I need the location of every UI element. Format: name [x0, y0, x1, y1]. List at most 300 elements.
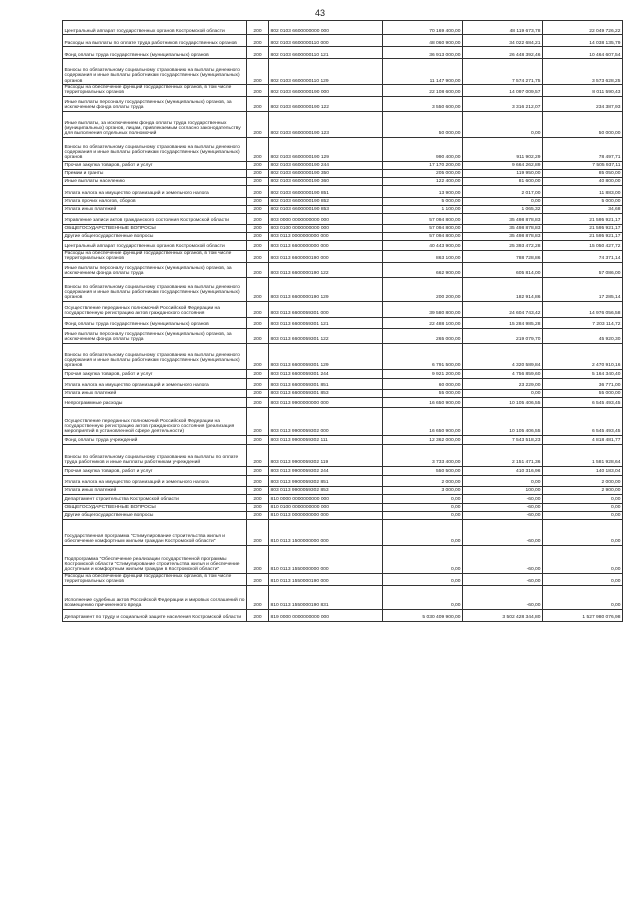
- row-approved-amount: 662 900,00: [383, 262, 463, 277]
- row-line-code: 200: [247, 317, 269, 328]
- table-row: [63, 573, 623, 585]
- row-unexecuted-amount: 78 497,71: [543, 137, 623, 161]
- budget-execution-table: [62, 20, 623, 622]
- table-row: [63, 47, 623, 59]
- row-approved-amount: 0,00: [383, 511, 463, 519]
- row-approved-amount: 39 580 800,00: [383, 301, 463, 317]
- row-name: Премии и гранты: [63, 169, 247, 177]
- row-approved-amount: 57 094 800,00: [383, 213, 463, 224]
- row-executed-amount: 2 151 471,36: [463, 444, 543, 466]
- row-unexecuted-amount: 0,00: [543, 519, 623, 545]
- row-approved-amount: 550 500,00: [383, 466, 463, 475]
- table-row: [63, 185, 623, 197]
- table-row: [63, 197, 623, 205]
- row-approved-amount: 13 900,00: [383, 185, 463, 197]
- row-executed-amount: 100,00: [463, 486, 543, 494]
- row-budget-code: 810 0000 0000000000 000: [269, 494, 383, 503]
- row-executed-amount: 35 498 878,83: [463, 232, 543, 240]
- row-budget-code: 810 0100 0000000000 000: [269, 503, 383, 511]
- row-executed-amount: 911 902,29: [463, 137, 543, 161]
- row-unexecuted-amount: 5 164 340,40: [543, 369, 623, 378]
- row-line-code: 200: [247, 444, 269, 466]
- row-approved-amount: 205 000,00: [383, 169, 463, 177]
- row-name: ОБЩЕГОСУДАРСТВЕННЫЕ ВОПРОСЫ: [63, 224, 247, 232]
- row-name: Уплата налога на имущество организаций и земельного налога: [63, 185, 247, 197]
- row-approved-amount: 16 650 900,00: [383, 407, 463, 435]
- table-row: [63, 466, 623, 475]
- row-line-code: 200: [247, 397, 269, 407]
- row-budget-code: 803 0113 9900059302 851: [269, 475, 383, 486]
- row-unexecuted-amount: 6 545 493,45: [543, 397, 623, 407]
- row-executed-amount: 15 284 985,28: [463, 317, 543, 328]
- row-name: Уплата иных платежей: [63, 486, 247, 494]
- row-budget-code: 802 0103 6600000190 122: [269, 96, 383, 111]
- row-budget-code: 803 0113 6600059301 853: [269, 389, 383, 397]
- row-name: Взносы по обязательному социальному страхованию на выплаты денежного содержания и иные выплаты работникам государственных (муниципальных) органов: [63, 137, 247, 161]
- row-name: Уплата иных платежей: [63, 205, 247, 213]
- row-line-code: 200: [247, 301, 269, 317]
- row-budget-code: 802 0103 6600000190 129: [269, 137, 383, 161]
- row-executed-amount: -60,00: [463, 573, 543, 585]
- row-budget-code: 819 0000 0000000000 000: [269, 609, 383, 621]
- row-unexecuted-amount: 0,00: [543, 585, 623, 609]
- row-approved-amount: 70 169 400,00: [383, 21, 463, 35]
- row-approved-amount: 2 000,00: [383, 475, 463, 486]
- row-unexecuted-amount: 2 000,00: [543, 475, 623, 486]
- row-name: Уплата налога на имущество организаций и земельного налога: [63, 378, 247, 389]
- row-executed-amount: 0,00: [463, 197, 543, 205]
- row-line-code: 200: [247, 389, 269, 397]
- row-unexecuted-amount: 3 573 628,25: [543, 59, 623, 85]
- row-approved-amount: 0,00: [383, 573, 463, 585]
- row-budget-code: 802 0103 6600000190 360: [269, 177, 383, 185]
- row-approved-amount: 200 200,00: [383, 277, 463, 301]
- row-executed-amount: 7 574 271,75: [463, 59, 543, 85]
- row-line-code: 200: [247, 85, 269, 97]
- row-executed-amount: 0,00: [463, 475, 543, 486]
- row-budget-code: 803 0113 6600059301 851: [269, 378, 383, 389]
- table-row: [63, 475, 623, 486]
- row-executed-amount: 25 393 472,28: [463, 240, 543, 250]
- row-budget-code: 803 0113 6600059301 129: [269, 343, 383, 369]
- row-unexecuted-amount: 15 050 427,72: [543, 240, 623, 250]
- row-name: Уплата налога на имущество организаций и земельного налога: [63, 475, 247, 486]
- row-approved-amount: 5 000,00: [383, 197, 463, 205]
- row-unexecuted-amount: 0,00: [543, 573, 623, 585]
- row-approved-amount: 48 060 900,00: [383, 35, 463, 47]
- row-name: Центральный аппарат государственных органов Костромской области: [63, 21, 247, 35]
- row-budget-code: 803 0113 6600000190 122: [269, 262, 383, 277]
- row-executed-amount: 35 498 878,83: [463, 224, 543, 232]
- table-row: [63, 35, 623, 47]
- row-budget-code: 803 0113 6600000000 000: [269, 240, 383, 250]
- row-approved-amount: 57 094 800,00: [383, 232, 463, 240]
- table-row: [63, 137, 623, 161]
- table-row: [63, 169, 623, 177]
- row-approved-amount: 22 108 600,00: [383, 85, 463, 97]
- row-approved-amount: 40 443 900,00: [383, 240, 463, 250]
- row-unexecuted-amount: 85 050,00: [543, 169, 623, 177]
- row-unexecuted-amount: 0,00: [543, 511, 623, 519]
- table-row: [63, 378, 623, 389]
- row-line-code: 200: [247, 494, 269, 503]
- row-line-code: 200: [247, 545, 269, 573]
- row-line-code: 200: [247, 573, 269, 585]
- table-row: [63, 224, 623, 232]
- row-budget-code: 803 0113 9900059302 244: [269, 466, 383, 475]
- row-line-code: 200: [247, 161, 269, 169]
- row-executed-amount: 788 728,86: [463, 250, 543, 262]
- row-executed-amount: 605 814,00: [463, 262, 543, 277]
- row-approved-amount: 3 000,00: [383, 486, 463, 494]
- row-name: Иные выплаты персоналу государственных (муниципальных) органов, за исключением фонда оплаты труда: [63, 328, 247, 343]
- row-name: Иные выплаты населению: [63, 177, 247, 185]
- table-row: [63, 250, 623, 262]
- row-executed-amount: 81 600,00: [463, 177, 543, 185]
- row-unexecuted-amount: 21 595 921,17: [543, 224, 623, 232]
- row-name: Прочая закупка товаров, работ и услуг: [63, 161, 247, 169]
- row-executed-amount: 7 543 518,23: [463, 435, 543, 444]
- table-row: [63, 609, 623, 621]
- row-approved-amount: 57 094 800,00: [383, 224, 463, 232]
- table-row: [63, 389, 623, 397]
- row-executed-amount: 4 320 589,84: [463, 343, 543, 369]
- row-executed-amount: 23 229,00: [463, 378, 543, 389]
- row-name: Взносы по обязательному социальному страхованию на выплаты денежного содержания и иные выплаты работникам государственных (муниципальных) органов: [63, 277, 247, 301]
- row-line-code: 200: [247, 185, 269, 197]
- row-budget-code: 802 0103 6600000110 000: [269, 35, 383, 47]
- row-unexecuted-amount: 0,00: [543, 503, 623, 511]
- table-row: [63, 205, 623, 213]
- table-row: [63, 161, 623, 169]
- row-executed-amount: 3 316 212,07: [463, 96, 543, 111]
- row-executed-amount: -60,00: [463, 494, 543, 503]
- row-approved-amount: 11 147 900,00: [383, 59, 463, 85]
- row-line-code: 200: [247, 277, 269, 301]
- row-approved-amount: 16 650 900,00: [383, 397, 463, 407]
- row-line-code: 200: [247, 262, 269, 277]
- row-name: Осуществление переданных полномочий Российской Федерации на государственную регистрацию актов гражданского состояния (реализация мероприятий в установленной сфере деятельности): [63, 407, 247, 435]
- row-line-code: 200: [247, 378, 269, 389]
- row-name: Департамент по труду и социальной защите населения Костромской области: [63, 609, 247, 621]
- row-line-code: 200: [247, 511, 269, 519]
- row-name: Расходы на обеспечение функций государственных органов, в том числе территориальных органов: [63, 573, 247, 585]
- row-line-code: 200: [247, 369, 269, 378]
- row-line-code: 200: [247, 35, 269, 47]
- row-unexecuted-amount: 14 038 135,79: [543, 35, 623, 47]
- row-executed-amount: 3 502 428 344,80: [463, 609, 543, 621]
- row-line-code: 200: [247, 96, 269, 111]
- row-line-code: 200: [247, 169, 269, 177]
- row-budget-code: 802 0103 6600000190 350: [269, 169, 383, 177]
- row-unexecuted-amount: 1 527 980 076,98: [543, 609, 623, 621]
- row-approved-amount: 3 733 400,00: [383, 444, 463, 466]
- row-name: Центральный аппарат государственных органов Костромской области: [63, 240, 247, 250]
- table-row: [63, 111, 623, 137]
- row-budget-code: 802 0103 6600000190 123: [269, 111, 383, 137]
- row-approved-amount: 122 400,00: [383, 177, 463, 185]
- row-name: Взносы по обязательному социальному страхованию на выплаты денежного содержания и иные выплаты работникам государственных (муниципальных) органов: [63, 343, 247, 369]
- table-row: [63, 301, 623, 317]
- row-unexecuted-amount: 2 900,00: [543, 486, 623, 494]
- row-name: Управление записи актов гражданского состояния Костромской области: [63, 213, 247, 224]
- row-executed-amount: -60,00: [463, 585, 543, 609]
- table-row: [63, 494, 623, 503]
- row-budget-code: 803 0113 6600000190 129: [269, 277, 383, 301]
- row-line-code: 200: [247, 585, 269, 609]
- row-budget-code: 803 0113 9900059302 111: [269, 435, 383, 444]
- table-row: [63, 59, 623, 85]
- row-approved-amount: 17 170 200,00: [383, 161, 463, 169]
- row-name: Прочая закупка товаров, работ и услуг: [63, 466, 247, 475]
- row-executed-amount: 1 065,32: [463, 205, 543, 213]
- row-line-code: 200: [247, 250, 269, 262]
- row-executed-amount: 2 017,00: [463, 185, 543, 197]
- row-approved-amount: 990 400,00: [383, 137, 463, 161]
- row-name: Расходы на обеспечение функций государственных органов, в том числе территориальных органов: [63, 250, 247, 262]
- table-row: [63, 407, 623, 435]
- row-budget-code: 803 0113 6600059301 000: [269, 301, 383, 317]
- row-line-code: 200: [247, 486, 269, 494]
- row-budget-code: 803 0113 6600059301 122: [269, 328, 383, 343]
- row-executed-amount: 24 604 743,42: [463, 301, 543, 317]
- table-row: [63, 177, 623, 185]
- row-executed-amount: 35 498 878,83: [463, 213, 543, 224]
- row-name: Расходы на обеспечение функций государственных органов, в том числе территориальных органов: [63, 85, 247, 97]
- row-executed-amount: 182 914,86: [463, 277, 543, 301]
- row-approved-amount: 863 100,00: [383, 250, 463, 262]
- row-budget-code: 802 0103 6600000000 000: [269, 21, 383, 35]
- table-row: [63, 85, 623, 97]
- row-name: Фонд оплаты труда государственных (муниципальных) органов: [63, 47, 247, 59]
- row-line-code: 200: [247, 213, 269, 224]
- row-unexecuted-amount: 8 011 590,43: [543, 85, 623, 97]
- row-unexecuted-amount: 22 049 726,22: [543, 21, 623, 35]
- row-unexecuted-amount: 0,00: [543, 494, 623, 503]
- row-name: Взносы по обязательному социальному страхованию на выплаты денежного содержания и иные выплаты работникам государственных (муниципальных) органов: [63, 59, 247, 85]
- row-unexecuted-amount: 0,00: [543, 545, 623, 573]
- row-unexecuted-amount: 6 545 493,45: [543, 407, 623, 435]
- table-row: [63, 444, 623, 466]
- row-executed-amount: -60,00: [463, 519, 543, 545]
- row-executed-amount: 0,00: [463, 389, 543, 397]
- row-executed-amount: 14 097 009,57: [463, 85, 543, 97]
- row-budget-code: 802 0103 6600000190 244: [269, 161, 383, 169]
- row-budget-code: 803 0100 0000000000 000: [269, 224, 383, 232]
- table-row: [63, 240, 623, 250]
- table-row: [63, 96, 623, 111]
- row-unexecuted-amount: 17 285,14: [543, 277, 623, 301]
- row-executed-amount: 0,00: [463, 111, 543, 137]
- row-executed-amount: 10 105 406,55: [463, 407, 543, 435]
- row-line-code: 200: [247, 475, 269, 486]
- row-name: Иные выплаты персоналу государственных (муниципальных) органов, за исключением фонда оплаты труда: [63, 262, 247, 277]
- row-executed-amount: 34 022 684,21: [463, 35, 543, 47]
- row-name: Исполнение судебных актов Российской Федерации и мировых соглашений по возмещению причиненного вреда: [63, 585, 247, 609]
- table-row: [63, 585, 623, 609]
- table-row: [63, 369, 623, 378]
- row-budget-code: 810 0113 1500000000 000: [269, 519, 383, 545]
- row-unexecuted-amount: 36 771,00: [543, 378, 623, 389]
- row-executed-amount: 219 079,70: [463, 328, 543, 343]
- row-name: Иные выплаты персоналу государственных (муниципальных) органов, за исключением фонда оплаты труда: [63, 96, 247, 111]
- table-row: [63, 435, 623, 444]
- table-body: [63, 21, 623, 622]
- table-row: [63, 262, 623, 277]
- row-budget-code: 810 0113 1550000190 000: [269, 573, 383, 585]
- row-name: Расходы на выплаты по оплате труда работников государственных органов: [63, 35, 247, 47]
- row-budget-code: 803 0113 9900059302 119: [269, 444, 383, 466]
- row-executed-amount: -60,00: [463, 503, 543, 511]
- row-name: Департамент строительства Костромской области: [63, 494, 247, 503]
- row-budget-code: 810 0113 0000000000 000: [269, 511, 383, 519]
- row-unexecuted-amount: 140 183,04: [543, 466, 623, 475]
- row-approved-amount: 6 791 500,00: [383, 343, 463, 369]
- row-budget-code: 803 0113 9900059302 000: [269, 407, 383, 435]
- table-row: [63, 519, 623, 545]
- row-approved-amount: 0,00: [383, 519, 463, 545]
- row-executed-amount: -60,00: [463, 511, 543, 519]
- row-budget-code: 802 0103 6600000110 129: [269, 59, 383, 85]
- row-line-code: 200: [247, 343, 269, 369]
- row-approved-amount: 0,00: [383, 585, 463, 609]
- row-unexecuted-amount: 234 387,93: [543, 96, 623, 111]
- row-line-code: 200: [247, 609, 269, 621]
- row-name: Прочая закупка товаров, работ и услуг: [63, 369, 247, 378]
- row-approved-amount: 12 362 000,00: [383, 435, 463, 444]
- row-approved-amount: 265 000,00: [383, 328, 463, 343]
- row-unexecuted-amount: 57 086,00: [543, 262, 623, 277]
- row-unexecuted-amount: 21 595 921,17: [543, 213, 623, 224]
- table-row: [63, 213, 623, 224]
- row-approved-amount: 1 100,00: [383, 205, 463, 213]
- row-approved-amount: 3 550 600,00: [383, 96, 463, 111]
- row-unexecuted-amount: 55 000,00: [543, 389, 623, 397]
- table-row: [63, 343, 623, 369]
- row-name: Непрограммные расходы: [63, 397, 247, 407]
- row-approved-amount: 0,00: [383, 545, 463, 573]
- table-row: [63, 486, 623, 494]
- row-unexecuted-amount: 7 505 937,11: [543, 161, 623, 169]
- table-row: [63, 232, 623, 240]
- row-line-code: 200: [247, 466, 269, 475]
- row-executed-amount: 10 105 406,55: [463, 397, 543, 407]
- row-name: Фонд оплаты труда государственных (муниципальных) органов: [63, 317, 247, 328]
- table-row: [63, 328, 623, 343]
- row-unexecuted-amount: 74 371,14: [543, 250, 623, 262]
- table-row: [63, 503, 623, 511]
- row-approved-amount: 60 000,00: [383, 378, 463, 389]
- row-approved-amount: 36 913 000,00: [383, 47, 463, 59]
- row-line-code: 200: [247, 240, 269, 250]
- row-budget-code: 803 0113 6600000190 000: [269, 250, 383, 262]
- row-line-code: 200: [247, 47, 269, 59]
- row-budget-code: 802 0103 6600000190 853: [269, 205, 383, 213]
- row-approved-amount: 22 488 100,00: [383, 317, 463, 328]
- row-name: Иные выплаты, за исключением фонда оплаты труда государственных (муниципальных) органов, лицам, привлекаемым согласно законодательству для выполнения отдельных полномочий: [63, 111, 247, 137]
- row-budget-code: 803 0000 0000000000 000: [269, 213, 383, 224]
- row-line-code: 200: [247, 503, 269, 511]
- row-executed-amount: 9 664 262,89: [463, 161, 543, 169]
- row-unexecuted-amount: 1 581 928,64: [543, 444, 623, 466]
- row-unexecuted-amount: 34,68: [543, 205, 623, 213]
- row-line-code: 200: [247, 328, 269, 343]
- table-row: [63, 545, 623, 573]
- page-number: 43: [314, 8, 325, 18]
- row-line-code: 200: [247, 111, 269, 137]
- row-budget-code: 803 0113 9900059302 853: [269, 486, 383, 494]
- row-name: Взносы по обязательному социальному страхованию на выплаты по оплате труда работников и иные выплаты работникам учреждений: [63, 444, 247, 466]
- row-name: Другие общегосударственные вопросы: [63, 511, 247, 519]
- table-row: [63, 317, 623, 328]
- row-name: Фонд оплаты труда учреждений: [63, 435, 247, 444]
- row-unexecuted-amount: 2 470 910,16: [543, 343, 623, 369]
- row-executed-amount: 410 316,96: [463, 466, 543, 475]
- row-name: Уплата иных платежей: [63, 389, 247, 397]
- row-unexecuted-amount: 45 920,30: [543, 328, 623, 343]
- row-executed-amount: 26 448 392,46: [463, 47, 543, 59]
- row-budget-code: 802 0103 6600000190 851: [269, 185, 383, 197]
- row-line-code: 200: [247, 21, 269, 35]
- row-name: ОБЩЕГОСУДАРСТВЕННЫЕ ВОПРОСЫ: [63, 503, 247, 511]
- row-line-code: 200: [247, 224, 269, 232]
- row-unexecuted-amount: 7 203 114,72: [543, 317, 623, 328]
- row-unexecuted-amount: 10 464 607,54: [543, 47, 623, 59]
- row-approved-amount: 5 030 409 900,00: [383, 609, 463, 621]
- row-budget-code: 802 0103 6600000190 000: [269, 85, 383, 97]
- row-budget-code: 803 0113 9900000000 000: [269, 397, 383, 407]
- row-name: Другие общегосударственные вопросы: [63, 232, 247, 240]
- row-unexecuted-amount: 21 595 921,17: [543, 232, 623, 240]
- row-budget-code: 803 0113 6600059301 244: [269, 369, 383, 378]
- table-row: [63, 397, 623, 407]
- row-unexecuted-amount: 11 883,00: [543, 185, 623, 197]
- row-line-code: 200: [247, 59, 269, 85]
- row-executed-amount: 48 119 673,78: [463, 21, 543, 35]
- row-budget-code: 810 0113 1550000000 000: [269, 545, 383, 573]
- row-budget-code: 810 0113 1550000190 831: [269, 585, 383, 609]
- row-line-code: 200: [247, 519, 269, 545]
- row-unexecuted-amount: 50 000,00: [543, 111, 623, 137]
- row-approved-amount: 9 921 200,00: [383, 369, 463, 378]
- row-name: Уплата прочих налогов, сборов: [63, 197, 247, 205]
- row-unexecuted-amount: 5 000,00: [543, 197, 623, 205]
- row-executed-amount: 119 950,00: [463, 169, 543, 177]
- row-line-code: 200: [247, 137, 269, 161]
- row-line-code: 200: [247, 205, 269, 213]
- row-budget-code: 803 0113 6600059301 121: [269, 317, 383, 328]
- row-budget-code: 802 0103 6600000190 852: [269, 197, 383, 205]
- row-unexecuted-amount: 40 800,00: [543, 177, 623, 185]
- row-name: Подпрограмма "Обеспечение реализации государственной программы Костромской области "Стимулирование строительства жилья и обеспечение доступным и комфортным жильем граждан в Костромской области": [63, 545, 247, 573]
- row-approved-amount: 0,00: [383, 494, 463, 503]
- row-approved-amount: 50 000,00: [383, 111, 463, 137]
- row-unexecuted-amount: 14 976 056,58: [543, 301, 623, 317]
- row-approved-amount: 0,00: [383, 503, 463, 511]
- row-name: Осуществление переданных полномочий Российской Федерации на государственную регистрацию актов гражданского состояния: [63, 301, 247, 317]
- table-row: [63, 21, 623, 35]
- row-unexecuted-amount: 4 818 481,77: [543, 435, 623, 444]
- row-budget-code: 802 0103 6600000110 121: [269, 47, 383, 59]
- table-row: [63, 277, 623, 301]
- row-line-code: 200: [247, 232, 269, 240]
- row-name: Государственная программа "Стимулирование строительства жилья и обеспечение комфортным жильем граждан Костромской области": [63, 519, 247, 545]
- row-line-code: 200: [247, 177, 269, 185]
- row-budget-code: 803 0113 0000000000 000: [269, 232, 383, 240]
- row-executed-amount: -60,00: [463, 545, 543, 573]
- table-row: [63, 511, 623, 519]
- row-executed-amount: 4 756 859,60: [463, 369, 543, 378]
